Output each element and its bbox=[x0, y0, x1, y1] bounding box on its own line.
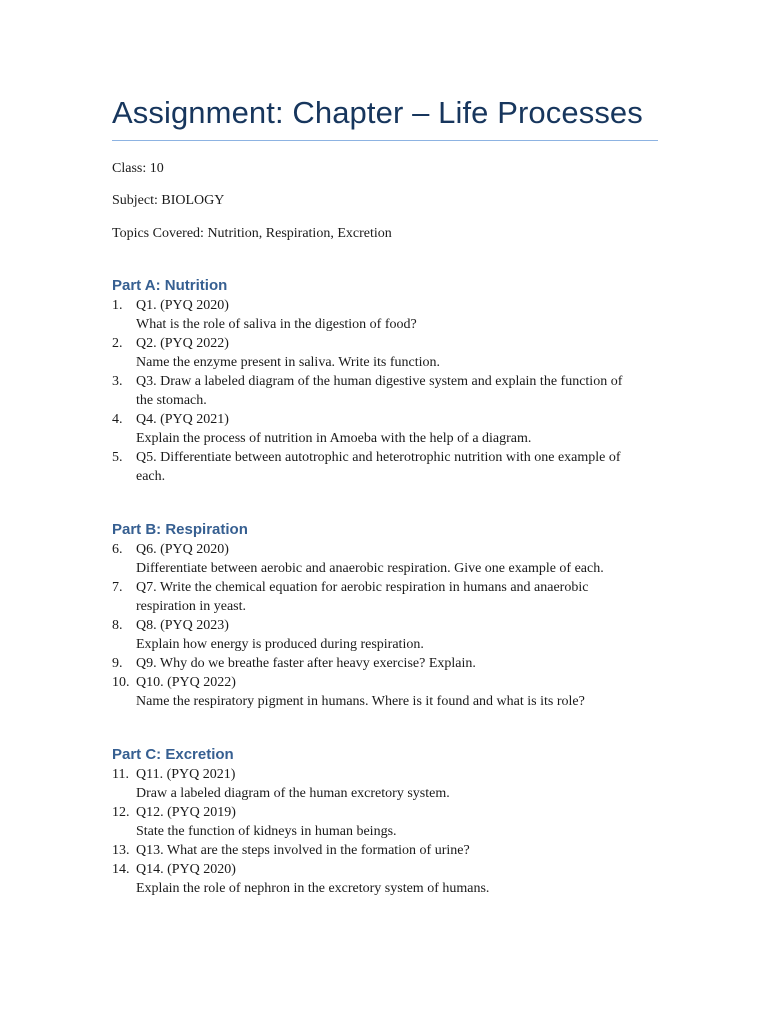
question-line: Q1. (PYQ 2020) bbox=[136, 298, 229, 313]
question-number: 9. bbox=[112, 656, 123, 671]
question-line: Q10. (PYQ 2022) bbox=[136, 675, 236, 690]
question-line: Q4. (PYQ 2021) bbox=[136, 412, 229, 427]
question-line: Q14. (PYQ 2020) bbox=[136, 862, 236, 877]
question-list-respiration bbox=[112, 540, 658, 711]
question-item bbox=[112, 654, 658, 673]
question-number: 8. bbox=[112, 618, 123, 633]
question-line: What is the role of saliva in the digestion of food? bbox=[136, 317, 417, 332]
title-divider bbox=[112, 140, 658, 141]
question-line: Q5. Differentiate between autotrophic and heterotrophic nutrition with one example of bbox=[136, 450, 621, 465]
question-item bbox=[112, 448, 658, 486]
question-item bbox=[112, 616, 658, 654]
question-number: 14. bbox=[112, 862, 130, 877]
question-line: Q11. (PYQ 2021) bbox=[136, 767, 236, 782]
question-line: Q2. (PYQ 2022) bbox=[136, 336, 229, 351]
question-number: 2. bbox=[112, 336, 123, 351]
question-item bbox=[112, 673, 658, 711]
question-item bbox=[112, 334, 658, 372]
question-line: Explain the process of nutrition in Amoeba with the help of a diagram. bbox=[136, 431, 532, 446]
section-heading-nutrition: Part A: Nutrition bbox=[112, 277, 228, 294]
question-line: Q8. (PYQ 2023) bbox=[136, 618, 229, 633]
question-item bbox=[112, 540, 658, 578]
question-line: the stomach. bbox=[136, 393, 207, 408]
question-number: 11. bbox=[112, 767, 129, 782]
question-line: Name the respiratory pigment in humans. Where is it found and what is its role? bbox=[136, 694, 585, 709]
question-item bbox=[112, 841, 658, 860]
question-line: each. bbox=[136, 469, 166, 484]
question-number: 1. bbox=[112, 298, 123, 313]
question-number: 13. bbox=[112, 843, 130, 858]
question-item bbox=[112, 410, 658, 448]
subject-line: Subject: BIOLOGY bbox=[112, 193, 225, 208]
question-line: Q13. What are the steps involved in the formation of urine? bbox=[136, 843, 470, 858]
question-item bbox=[112, 578, 658, 616]
question-line: Q3. Draw a labeled diagram of the human digestive system and explain the function of bbox=[136, 374, 623, 389]
question-line: Explain the role of nephron in the excretory system of humans. bbox=[136, 881, 490, 896]
question-line: respiration in yeast. bbox=[136, 599, 247, 614]
question-line: Q12. (PYQ 2019) bbox=[136, 805, 236, 820]
class-line: Class: 10 bbox=[112, 161, 164, 176]
question-line: Explain how energy is produced during respiration. bbox=[136, 637, 424, 652]
question-list-excretion bbox=[112, 765, 658, 898]
question-line: State the function of kidneys in human beings. bbox=[136, 824, 397, 839]
question-number: 4. bbox=[112, 412, 123, 427]
question-line: Q9. Why do we breathe faster after heavy exercise? Explain. bbox=[136, 656, 476, 671]
question-number: 6. bbox=[112, 542, 123, 557]
question-number: 3. bbox=[112, 374, 123, 389]
question-item bbox=[112, 765, 658, 803]
topics-line: Topics Covered: Nutrition, Respiration, Excretion bbox=[112, 226, 392, 241]
document-title: Assignment: Chapter – Life Processes bbox=[112, 95, 643, 130]
question-line: Q6. (PYQ 2020) bbox=[136, 542, 229, 557]
section-heading-excretion: Part C: Excretion bbox=[112, 746, 234, 763]
question-item bbox=[112, 372, 658, 410]
question-number: 10. bbox=[112, 675, 130, 690]
section-heading-respiration: Part B: Respiration bbox=[112, 521, 248, 538]
question-number: 5. bbox=[112, 450, 123, 465]
question-number: 12. bbox=[112, 805, 130, 820]
question-line: Name the enzyme present in saliva. Write its function. bbox=[136, 355, 440, 370]
question-line: Q7. Write the chemical equation for aerobic respiration in humans and anaerobic bbox=[136, 580, 589, 595]
question-line: Differentiate between aerobic and anaerobic respiration. Give one example of each. bbox=[136, 561, 604, 576]
question-item bbox=[112, 296, 658, 334]
question-item bbox=[112, 860, 658, 898]
question-list-nutrition bbox=[112, 296, 658, 486]
question-number: 7. bbox=[112, 580, 123, 595]
question-item bbox=[112, 803, 658, 841]
question-line: Draw a labeled diagram of the human excretory system. bbox=[136, 786, 450, 801]
document-page bbox=[112, 0, 658, 898]
